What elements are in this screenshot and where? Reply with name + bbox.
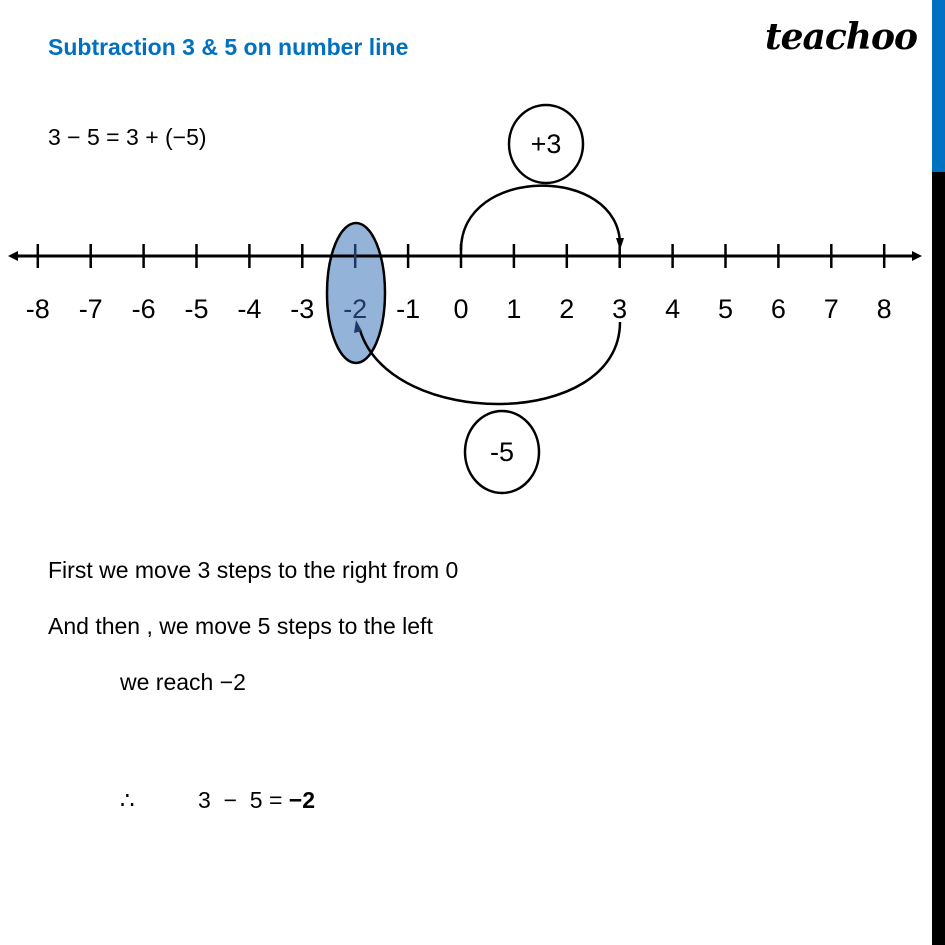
jump-arc-minus5 — [360, 322, 620, 404]
tick-label: -7 — [78, 294, 103, 324]
explanation-line-2: And then , we move 5 steps to the left — [48, 613, 433, 639]
tick-label: -6 — [131, 294, 156, 324]
therefore-symbol: ∴ — [120, 787, 135, 813]
tick-label: 2 — [559, 294, 575, 324]
jump-label-plus3: +3 — [530, 129, 562, 159]
result-line — [198, 787, 315, 814]
teachoo-logo: teachoo — [765, 16, 917, 58]
tick-label: -4 — [237, 294, 262, 324]
tick-label: 5 — [717, 294, 734, 324]
jump-label-minus5: -5 — [489, 437, 515, 467]
tick-label: -1 — [396, 294, 421, 324]
tick-label: 1 — [506, 294, 522, 324]
tick-label: 4 — [665, 294, 681, 324]
tick-label: 8 — [876, 294, 892, 324]
result-expression: 3 − 5 = — [198, 787, 289, 813]
tick-label: 0 — [453, 294, 469, 324]
jump-arc-plus3 — [461, 186, 620, 250]
sidebar-accent-blue — [932, 0, 945, 172]
tick-label: -3 — [290, 294, 315, 324]
page-title: Subtraction 3 & 5 on number line — [48, 34, 409, 60]
left-arrow-icon — [8, 251, 18, 261]
arrowhead-icon — [616, 238, 624, 250]
explanation-line-3: we reach −2 — [120, 669, 246, 695]
tick-label: 6 — [770, 294, 786, 324]
tick-label: 3 — [612, 294, 628, 324]
tick-label: -8 — [25, 294, 50, 324]
tick-label: 7 — [823, 294, 839, 324]
sidebar-accent-black — [932, 172, 945, 945]
equation: 3 − 5 = 3 + (−5) — [48, 124, 207, 150]
tick-label: -5 — [184, 294, 209, 324]
explanation-line-1: First we move 3 steps to the right from 0 — [48, 557, 459, 583]
tick-label: -2 — [343, 294, 368, 324]
right-arrow-icon — [912, 251, 922, 261]
result-value: −2 — [288, 787, 316, 813]
